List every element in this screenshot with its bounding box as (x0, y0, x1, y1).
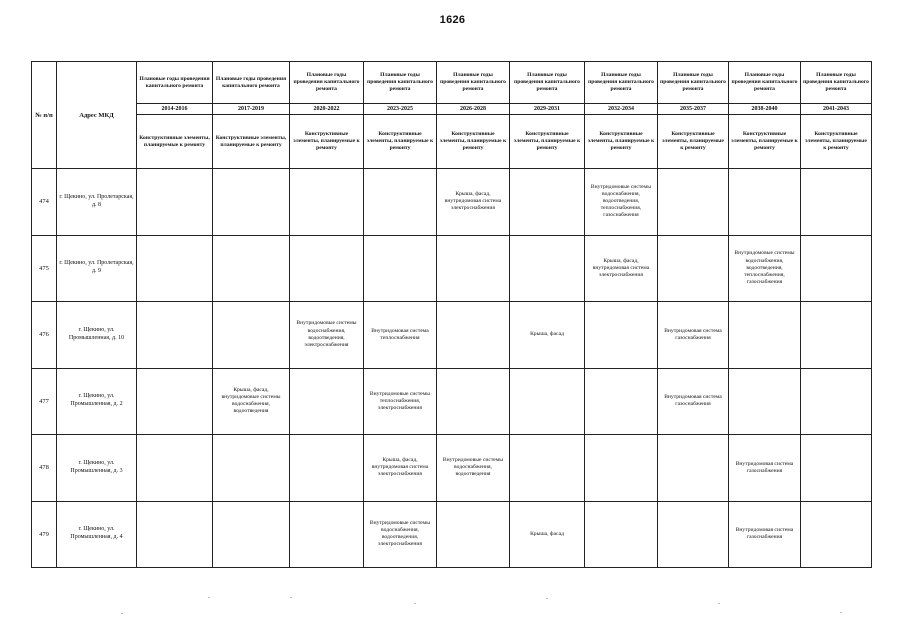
scan-speck (121, 613, 123, 614)
repair-elements-cell (585, 368, 658, 435)
elements-label-header: Конструктивные элементы, планируемые к ремонту (658, 115, 729, 169)
repair-elements-cell: Внутридомовая система газоснабжения (658, 302, 729, 369)
repair-elements-cell (437, 302, 510, 369)
repair-elements-cell (801, 169, 872, 236)
period-label-header: Плановые годы проведения капитального ремонта (437, 62, 510, 104)
table-header (32, 62, 872, 169)
number-column-header: № п/п (32, 62, 57, 169)
row-number: 477 (32, 368, 57, 435)
repair-elements-cell: Внутридомовая система теплоснабжения (364, 302, 437, 369)
years-header: 2041-2043 (801, 104, 872, 115)
repair-elements-cell (658, 235, 729, 302)
years-header: 2038-2040 (729, 104, 801, 115)
repair-elements-cell: Крыша, фасад, внутридомовая система электроснабжения (364, 435, 437, 502)
repair-elements-cell: Крыша, фасад, внутридомовая система электроснабжения (585, 235, 658, 302)
years-header: 2017-2019 (213, 104, 290, 115)
repair-elements-cell: Внутридомовая система газоснабжения (729, 435, 801, 502)
repair-elements-cell (137, 368, 213, 435)
repair-elements-cell (437, 501, 510, 568)
repair-elements-cell (510, 368, 585, 435)
row-number: 476 (32, 302, 57, 369)
repair-elements-cell (437, 235, 510, 302)
repair-elements-cell (364, 169, 437, 236)
period-label-header: Плановые годы проведения капитального ремонта (213, 62, 290, 104)
repair-elements-cell (364, 235, 437, 302)
table-row (32, 368, 872, 435)
repair-elements-cell (801, 435, 872, 502)
period-label-header: Плановые годы проведения капитального ремонта (364, 62, 437, 104)
elements-label-header: Конструктивные элементы, планируемые к ремонту (213, 115, 290, 169)
scan-speck (208, 597, 210, 598)
address-cell: г. Щекино, ул. Пролетарская, д. 8 (57, 169, 137, 236)
repair-elements-cell (801, 235, 872, 302)
repair-elements-cell (585, 501, 658, 568)
years-header: 2035-2037 (658, 104, 729, 115)
row-number: 475 (32, 235, 57, 302)
table-row (32, 501, 872, 568)
repair-elements-cell (585, 435, 658, 502)
capital-repair-table (31, 61, 872, 568)
period-label-header: Плановые годы проведения капитального ремонта (658, 62, 729, 104)
repair-elements-cell (510, 169, 585, 236)
table-row (32, 169, 872, 236)
repair-elements-cell: Внутридомовая система газоснабжения (729, 501, 801, 568)
table-row (32, 235, 872, 302)
repair-elements-cell: Внутридомовая система газоснабжения (658, 368, 729, 435)
repair-elements-cell (213, 235, 290, 302)
repair-elements-cell: Внутридомовые системы водоснабжения, водоотведения (437, 435, 510, 502)
repair-elements-cell (658, 169, 729, 236)
address-cell: г. Щекино, ул. Промышленная, д. 3 (57, 435, 137, 502)
row-number: 479 (32, 501, 57, 568)
table-row (32, 302, 872, 369)
repair-elements-cell: Внутридомовые системы водоснабжения, водоотведения, теплоснабжения, газоснабжения (729, 235, 801, 302)
period-label-header: Плановые годы проведения капитального ремонта (801, 62, 872, 104)
address-cell: г. Щекино, ул. Пролетарская, д. 9 (57, 235, 137, 302)
repair-elements-cell (729, 302, 801, 369)
repair-elements-cell (801, 368, 872, 435)
repair-elements-cell (290, 169, 364, 236)
repair-elements-cell (510, 235, 585, 302)
years-header: 2020-2022 (290, 104, 364, 115)
repair-elements-cell: Внутридомовые системы водоснабжения, водоотведения, электроснабжения (290, 302, 364, 369)
repair-elements-cell (437, 368, 510, 435)
repair-elements-cell (137, 302, 213, 369)
repair-elements-cell (213, 169, 290, 236)
row-number: 474 (32, 169, 57, 236)
row-number: 478 (32, 435, 57, 502)
elements-label-header: Конструктивные элементы, планируемые к ремонту (437, 115, 510, 169)
repair-elements-cell (290, 235, 364, 302)
years-header: 2023-2025 (364, 104, 437, 115)
repair-elements-cell: Внутридомовые системы водоснабжения, водоотведения, теплоснабжения, газоснабжения (585, 169, 658, 236)
repair-elements-cell (213, 435, 290, 502)
elements-label-header: Конструктивные элементы, планируемые к ремонту (729, 115, 801, 169)
repair-elements-cell (290, 501, 364, 568)
years-header: 2014-2016 (137, 104, 213, 115)
address-cell: г. Щекино, ул. Промышленная, д. 2 (57, 368, 137, 435)
period-label-header: Плановые годы проведения капитального ремонта (510, 62, 585, 104)
scan-speck (840, 612, 842, 613)
repair-elements-cell (658, 501, 729, 568)
years-header: 2032-2034 (585, 104, 658, 115)
table-body (32, 169, 872, 568)
table-row (32, 435, 872, 502)
period-label-header: Плановые годы проведения капитального ремонта (137, 62, 213, 104)
repair-elements-cell (137, 235, 213, 302)
scan-speck (414, 603, 416, 604)
elements-label-header: Конструктивные элементы, планируемые к ремонту (801, 115, 872, 169)
elements-label-header: Конструктивные элементы, планируемые к ремонту (137, 115, 213, 169)
repair-elements-cell: Крыша, фасад, внутридомовые системы водоснабжения, водоотведения (213, 368, 290, 435)
repair-elements-cell: Крыша, фасад (510, 501, 585, 568)
repair-elements-cell: Внутридомовые системы водоснабжения, водоотведения, электроснабжения (364, 501, 437, 568)
repair-elements-cell: Внутридомовые системы теплоснабжения, электроснабжения (364, 368, 437, 435)
scan-speck (718, 603, 720, 604)
page-number: 1626 (439, 14, 466, 26)
repair-elements-cell (510, 435, 585, 502)
repair-elements-cell: Крыша, фасад, внутридомовая система электроснабжения (437, 169, 510, 236)
period-label-header: Плановые годы проведения капитального ремонта (290, 62, 364, 104)
repair-elements-cell (729, 169, 801, 236)
repair-elements-cell (213, 501, 290, 568)
repair-elements-cell (729, 368, 801, 435)
repair-elements-cell (137, 501, 213, 568)
repair-elements-cell (137, 435, 213, 502)
years-header: 2029-2031 (510, 104, 585, 115)
elements-label-header: Конструктивные элементы, планируемые к ремонту (290, 115, 364, 169)
repair-elements-cell (585, 302, 658, 369)
elements-label-header: Конструктивные элементы, планируемые к ремонту (585, 115, 658, 169)
elements-label-header: Конструктивные элементы, планируемые к ремонту (510, 115, 585, 169)
repair-elements-cell (290, 368, 364, 435)
scan-speck (546, 598, 548, 599)
elements-label-header: Конструктивные элементы, планируемые к ремонту (364, 115, 437, 169)
repair-elements-cell (137, 169, 213, 236)
address-column-header: Адрес МКД (57, 62, 137, 169)
period-label-header: Плановые годы проведения капитального ремонта (585, 62, 658, 104)
address-cell: г. Щекино, ул. Промышленная, д. 10 (57, 302, 137, 369)
repair-elements-cell: Крыша, фасад (510, 302, 585, 369)
repair-elements-cell (658, 435, 729, 502)
repair-elements-cell (801, 302, 872, 369)
address-cell: г. Щекино, ул. Промышленная, д. 4 (57, 501, 137, 568)
period-label-header: Плановые годы проведения капитального ремонта (729, 62, 801, 104)
repair-elements-cell (290, 435, 364, 502)
repair-elements-cell (213, 302, 290, 369)
scan-speck (290, 597, 292, 598)
repair-elements-cell (801, 501, 872, 568)
years-header: 2026-2028 (437, 104, 510, 115)
